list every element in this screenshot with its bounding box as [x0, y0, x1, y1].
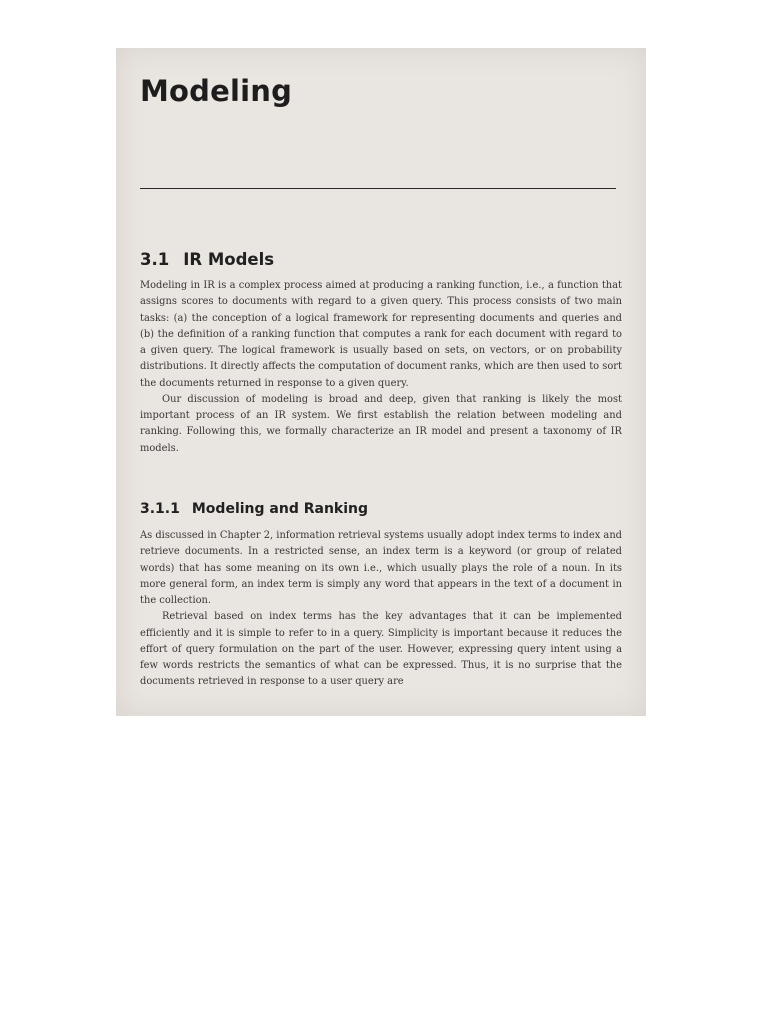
subsection-title: Modeling and Ranking — [191, 501, 369, 517]
title-rule — [140, 188, 616, 189]
paragraph: Modeling in IR is a complex process aimed at producing a ranking function, i.e., a function that assigns scores to documents with regard to a given query. This process consists of two main tasks: (a) the conception of a logical framework for representing documents and queries and (b) the definition of a ranking function that computes a rank for each document with regard to a given query. The logical framework is usually based on sets, on vectors, or on probability distributions. It directly affects the computation of document ranks, which are then used to sort the documents returned in response to a given query. — [140, 280, 622, 389]
section-title: IR Models — [183, 250, 275, 269]
section-heading — [140, 250, 274, 269]
section-number: 3.1 — [140, 250, 170, 269]
paragraph: Our discussion of modeling is broad and deep, given that ranking is likely the most important process of an IR system. We first establish the relation between modeling and ranking. Following this, we formally characterize an IR model and present a taxonomy of IR models. — [140, 393, 622, 454]
subsection-number: 3.1.1 — [140, 501, 180, 517]
chapter-title: Modeling — [140, 74, 293, 108]
paragraph: Retrieval based on index terms has the key advantages that it can be implemented efficiently and it is simple to refer to in a query. Simplicity is important because it reduces the effort of query formulation on the part of the user. However, expressing query intent using a few words restricts the semantics of what can be expressed. Thus, it is no surprise that the documents retrieved in response to a user query are — [140, 611, 622, 688]
subsection-body — [140, 528, 622, 691]
subsection-heading — [140, 501, 368, 517]
paragraph: As discussed in Chapter 2, information retrieval systems usually adopt index terms to index and retrieve documents. In a restricted sense, an index term is a keyword (or group of related words) that has some meaning on its own i.e., which usually plays the role of a noun. In its more general form, an index term is simply any word that appears in the text of a document in the collection. — [140, 530, 622, 606]
section-body — [140, 278, 622, 457]
